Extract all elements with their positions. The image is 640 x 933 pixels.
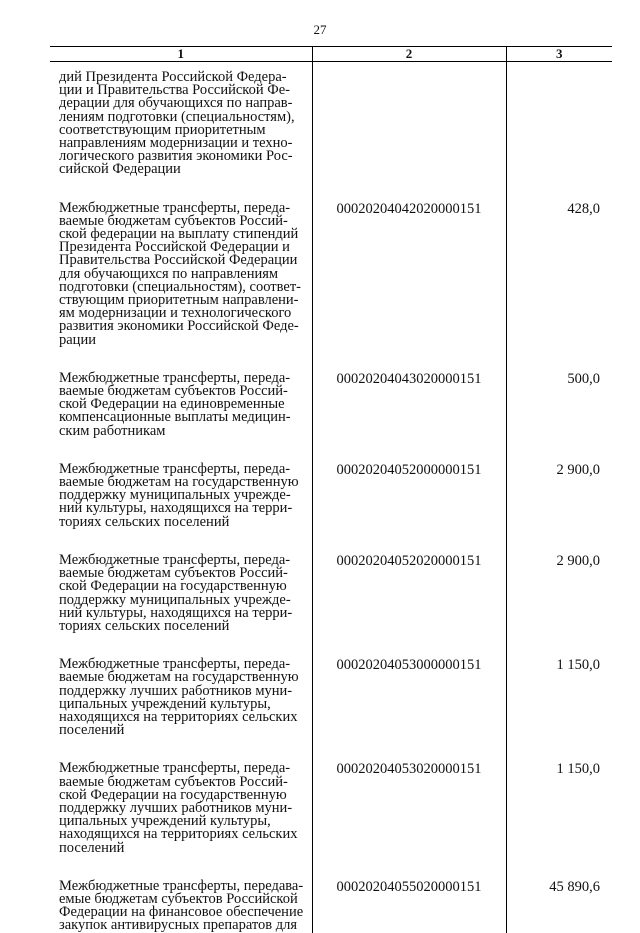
description-line: Межбюджетные трансферты, переда- — [59, 369, 291, 386]
description-line: подготовки (специальностям), соответ- — [59, 278, 301, 295]
row-amount: 2 900,0 — [506, 553, 612, 657]
description-line: Правительства Российской Федерации — [59, 252, 298, 269]
row-budget-code: 00020204052020000151 — [312, 553, 506, 657]
description-line: поддержку муниципальных учрежде- — [59, 591, 291, 608]
row-amount: 500,0 — [506, 371, 612, 462]
table-row — [50, 462, 612, 553]
description-line: ской Федерации на государственную — [59, 786, 287, 803]
description-line: Межбюджетные трансферты, переда- — [59, 199, 291, 216]
description-line: дерации для обучающихся по направ- — [59, 95, 293, 112]
description-line: ваемые бюджетам субъектов Россий- — [59, 383, 288, 400]
table-row — [50, 62, 612, 201]
description-line: ваемые бюджетам субъектов Россий- — [59, 212, 288, 229]
page-number: 27 — [313, 22, 327, 37]
description-line: дий Президента Российской Федера- — [59, 69, 287, 85]
description-line: Межбюджетные трансферты, переда- — [59, 460, 291, 477]
description-line: находящихся на территориях сельских — [59, 708, 298, 725]
description-line: ским работникам — [59, 422, 166, 439]
budget-table — [50, 46, 612, 933]
description-line: ствующим приоритетным направлени- — [59, 292, 299, 309]
row-description — [50, 553, 312, 657]
row-description — [50, 201, 312, 371]
description-line: ципальных учреждений культуры, — [59, 695, 271, 712]
description-line: Президента Российской Федерации и — [59, 239, 290, 256]
description-line: Межбюджетные трансферты, переда- — [59, 760, 291, 777]
description-line: Федерации на финансовое обеспечение — [59, 904, 304, 921]
row-description — [50, 879, 312, 933]
row-description — [50, 761, 312, 878]
row-amount: 428,0 — [506, 201, 612, 371]
description-line: ториях сельских поселений — [59, 617, 230, 634]
description-line: лениям подготовки (специальностям), — [59, 108, 295, 125]
column-header-3: 3 — [506, 47, 612, 62]
description-line: ской Федерации на государственную — [59, 578, 287, 595]
row-budget-code: 00020204043020000151 — [312, 371, 506, 462]
column-header-2: 2 — [312, 47, 506, 62]
description-line: поддержку лучших работников муни- — [59, 682, 293, 699]
description-line: ции и Правительства Российской Фе- — [59, 82, 290, 99]
row-budget-code: 00020204055020000151 — [312, 879, 506, 933]
description-line: логического развития экономики Рос- — [59, 148, 293, 165]
row-description — [50, 462, 312, 553]
description-line: Межбюджетные трансферты, передава- — [59, 877, 304, 894]
description-line: ваемые бюджетам субъектов Россий- — [59, 565, 288, 582]
row-amount: 2 900,0 — [506, 462, 612, 553]
column-header-1: 1 — [50, 47, 312, 62]
description-line: Межбюджетные трансферты, переда- — [59, 656, 291, 673]
row-amount: 1 150,0 — [506, 657, 612, 761]
description-line: ний культуры, находящихся на терри- — [59, 604, 293, 621]
description-line: направлениям модернизации и техно- — [59, 135, 293, 152]
table-row — [50, 371, 612, 462]
description-line: ской федерации на выплату стипендий — [59, 226, 299, 243]
table-body — [50, 62, 612, 933]
description-line: поддержку муниципальных учрежде- — [59, 487, 291, 504]
description-line: сийской Федерации — [59, 161, 181, 178]
row-budget-code: 00020204053000000151 — [312, 657, 506, 761]
row-amount: 45 890,6 — [506, 879, 612, 933]
description-line: ципальных учреждений культуры, — [59, 813, 271, 830]
description-line: закупок антивирусных препаратов для — [59, 917, 298, 933]
table-row — [50, 201, 612, 371]
description-line: соответствующим приоритетным — [59, 121, 266, 138]
table-row — [50, 553, 612, 657]
description-line: Межбюджетные трансферты, переда- — [59, 551, 291, 568]
row-description — [50, 657, 312, 761]
table-header-row — [50, 47, 612, 62]
row-budget-code: 00020204042020000151 — [312, 201, 506, 371]
description-line: ториях сельских поселений — [59, 513, 230, 530]
description-line: ний культуры, находящихся на терри- — [59, 500, 293, 517]
row-budget-code: 00020204052000000151 — [312, 462, 506, 553]
description-line: поселений — [59, 839, 125, 856]
description-line: находящихся на территориях сельских — [59, 826, 298, 843]
description-line: ваемые бюджетам субъектов Россий- — [59, 773, 288, 790]
description-line: ям модернизации и технологического — [59, 305, 292, 322]
table-row — [50, 879, 612, 933]
table-row — [50, 761, 612, 878]
row-description — [50, 371, 312, 462]
description-line: емые бюджетам субъектов Российской — [59, 890, 298, 907]
table-row — [50, 657, 612, 761]
row-budget-code: 00020204053020000151 — [312, 761, 506, 878]
description-line: компенсационные выплаты медицин- — [59, 409, 291, 426]
row-description — [50, 62, 312, 201]
description-line: рации — [59, 331, 96, 348]
row-amount: 1 150,0 — [506, 761, 612, 878]
description-line: для обучающихся по направлениям — [59, 265, 279, 282]
description-line: ской Федерации на единовременные — [59, 396, 285, 413]
row-budget-code — [312, 62, 506, 201]
description-line: развития экономики Российской Феде- — [59, 318, 299, 335]
description-line: поддержку лучших работников муни- — [59, 799, 293, 816]
description-line: поселений — [59, 722, 125, 739]
description-line: ваемые бюджетам на государственную — [59, 669, 299, 686]
row-amount — [506, 62, 612, 201]
description-line: ваемые бюджетам на государственную — [59, 474, 299, 491]
